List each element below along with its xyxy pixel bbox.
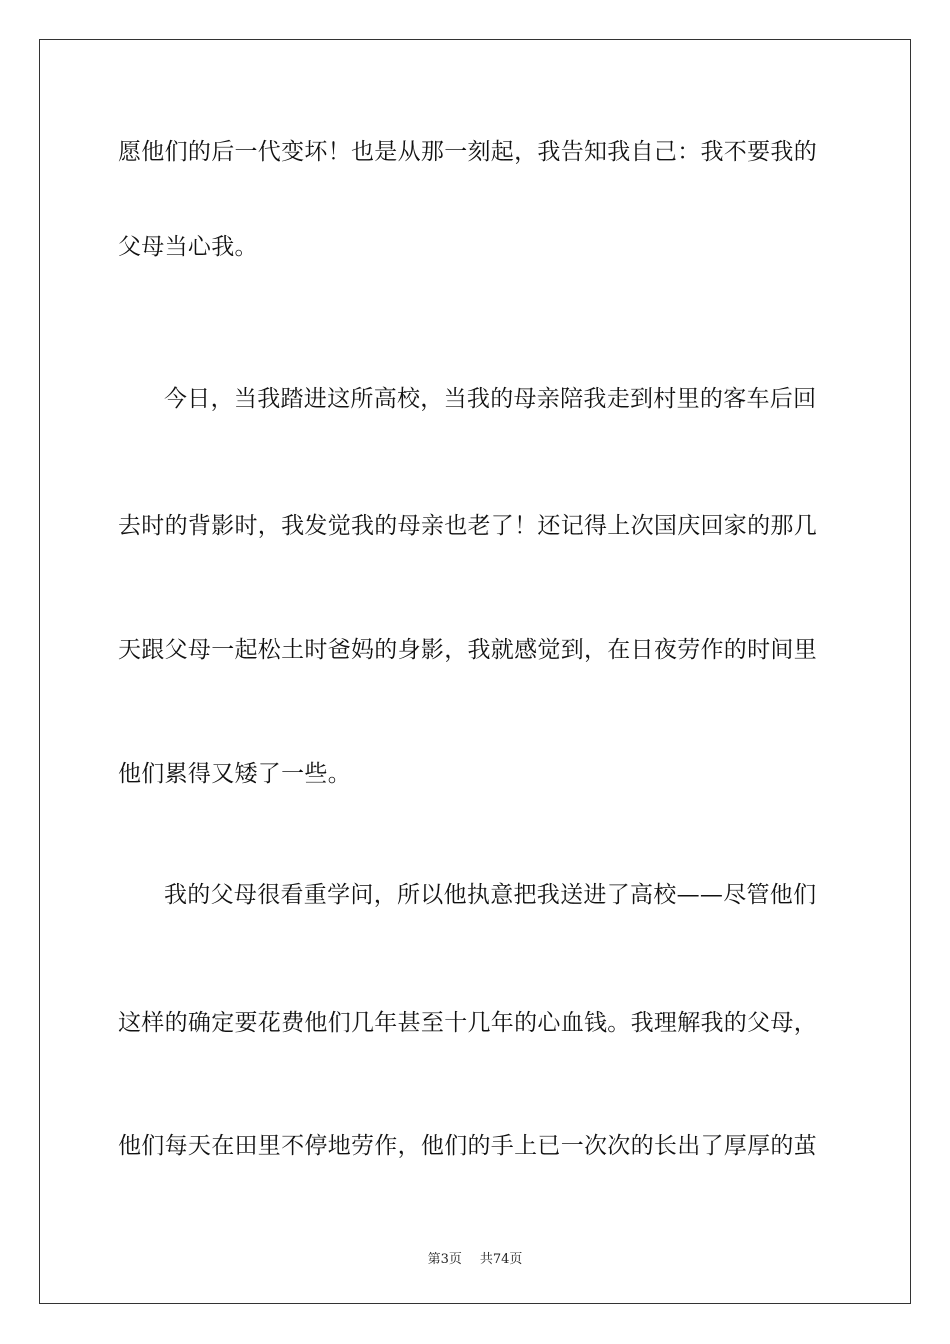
text-line: 他们每天在田里不停地劳作，他们的手上已一次次的长出了厚厚的茧 <box>118 1133 817 1159</box>
page-footer <box>0 1248 950 1267</box>
paragraph-first-line: 今日，当我踏进这所高校，当我的母亲陪我走到村里的客车后回 <box>164 386 817 412</box>
text-line: 愿他们的后一代变坏！也是从那一刻起，我告知我自己：我不要我的 <box>118 139 817 165</box>
text-line: 去时的背影时，我发觉我的母亲也老了！还记得上次国庆回家的那几 <box>118 513 817 539</box>
page-total: 共74页 <box>479 1252 523 1267</box>
text-line: 这样的确定要花费他们几年甚至十几年的心血钱。我理解我的父母， <box>118 1010 817 1036</box>
paragraph-first-line: 我的父母很看重学问，所以他执意把我送进了高校——尽管他们 <box>164 882 817 908</box>
text-line: 天跟父母一起松土时爸妈的身影，我就感觉到，在日夜劳作的时间里 <box>118 637 817 663</box>
page-border <box>39 39 911 1304</box>
text-line: 他们累得又矮了一些。 <box>118 761 351 787</box>
page-number: 第3页 <box>427 1252 462 1267</box>
text-line: 父母当心我。 <box>118 234 258 260</box>
